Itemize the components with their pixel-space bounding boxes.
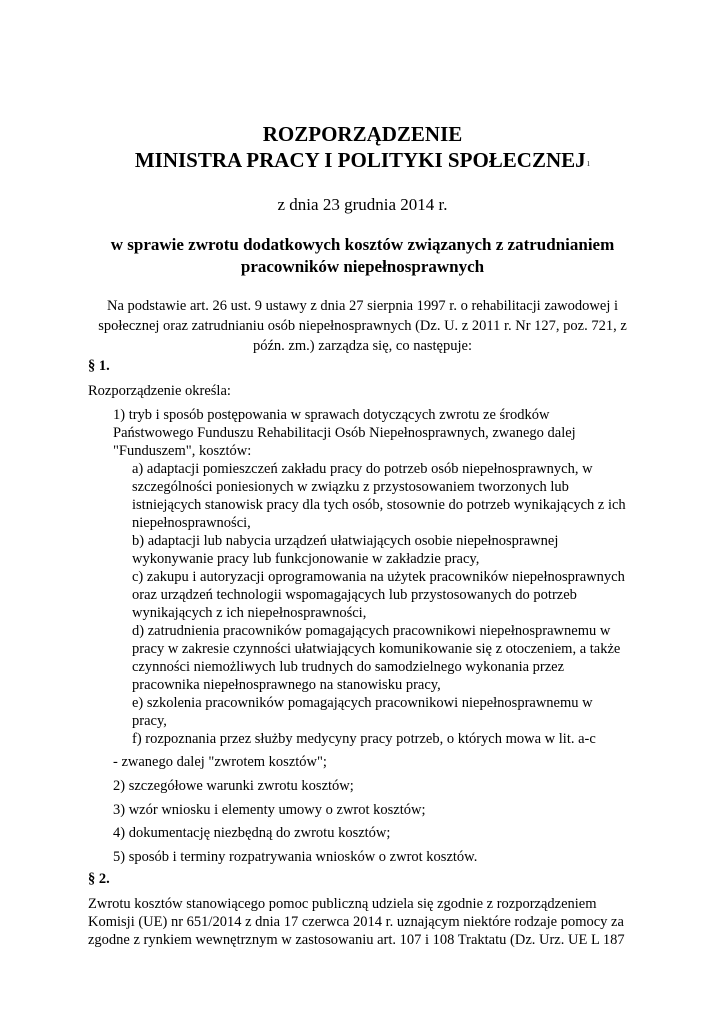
- item1c-line2: oraz urządzeń technologii wspomagających lub przystosowanych do potrzeb: [132, 587, 577, 603]
- intro-line3: późn. zm.) zarządza się, co następuje:: [252, 338, 472, 354]
- item1c-line1: c) zakupu i autoryzacji oprogramowania na użytek pracowników niepełnosprawnych: [132, 569, 625, 585]
- section2-line2: Komisji (UE) nr 651/2014 z dnia 17 czerwca 2014 r. uznającym niektóre rodzaje pomocy za: [88, 914, 624, 930]
- item5: 5) sposób i terminy rozpatrywania wniosków o zwrot kosztów.: [113, 849, 478, 865]
- document-title-line1: ROZPORZĄDZENIE: [262, 122, 463, 146]
- section2-line1: Zwrotu kosztów stanowiącego pomoc publiczną udziela się zgodnie z rozporządzeniem: [88, 896, 597, 912]
- item1-line2: Państwowego Funduszu Rehabilitacji Osób Niepełnosprawnych, zwanego dalej: [113, 425, 576, 441]
- item2: 2) szczegółowe warunki zwrotu kosztów;: [113, 778, 354, 794]
- item1a-line1: a) adaptacji pomieszczeń zakładu pracy do potrzeb osób niepełnosprawnych, w: [132, 461, 593, 477]
- item1d-line3: czynności niemożliwych lub trudnych do samodzielnego wykonania przez: [132, 659, 565, 675]
- item1e-line2: pracy,: [132, 713, 167, 729]
- item1f-line1: f) rozpoznania przez służby medycyny pracy potrzeb, o których mowa w lit. a-c: [132, 731, 596, 747]
- item1d-line2: pracy w zakresie czynności ułatwiających komunikowanie się z otoczeniem, a także: [132, 641, 621, 657]
- document-date: z dnia 23 grudnia 2014 r.: [277, 195, 448, 214]
- intro-line2: społecznej oraz zatrudnianiu osób niepełnosprawnych (Dz. U. z 2011 r. Nr 127, poz. 721, z: [98, 318, 627, 334]
- section1-tail: - zwanego dalej "zwrotem kosztów";: [113, 754, 327, 770]
- intro-paragraph: [86, 296, 639, 356]
- item1e-line1: e) szkolenia pracowników pomagających pracownikowi niepełnosprawnemu w: [132, 695, 593, 711]
- item1d-line4: pracownika niepełnosprawnego na stanowisku pracy,: [132, 677, 441, 693]
- document-title-text: MINISTRA PRACY I POLITYKI SPOŁECZNEJ: [134, 148, 586, 172]
- section2-heading: § 2.: [88, 871, 110, 887]
- item1a-line2: szczególności poniesionych w związku z przystosowaniem tworzonych lub: [132, 479, 569, 495]
- item3: 3) wzór wniosku i elementy umowy o zwrot kosztów;: [113, 802, 426, 818]
- document-title-line2: [0, 147, 725, 173]
- intro-line1: Na podstawie art. 26 ust. 9 ustawy z dnia 27 sierpnia 1997 r. o rehabilitacji zawodowej i: [107, 298, 618, 314]
- item1-line1: 1) tryb i sposób postępowania w sprawach dotyczących zwrotu ze środków: [113, 407, 550, 423]
- item1b-line1: b) adaptacji lub nabycia urządzeń ułatwiających osobie niepełnosprawnej: [132, 533, 559, 549]
- item1-line3: "Funduszem", kosztów:: [113, 443, 252, 459]
- section1-lead: Rozporządzenie określa:: [88, 383, 231, 399]
- section2-line3: zgodne z rynkiem wewnętrznym w zastosowaniu art. 107 i 108 Traktatu (Dz. Urz. UE L 187: [88, 932, 625, 948]
- item1a-line3: istniejących stanowisk pracy dla tych osób, stosownie do potrzeb wynikających z ich: [132, 497, 626, 513]
- document-subject: [80, 234, 645, 278]
- subject-line1: w sprawie zwrotu dodatkowych kosztów związanych z zatrudnianiem: [110, 235, 615, 254]
- subject-line2: pracowników niepełnosprawnych: [240, 257, 485, 276]
- item1b-line2: wykonywanie pracy lub funkcjonowanie w zakładzie pracy,: [132, 551, 480, 567]
- item1c-line3: wynikających z ich niepełnosprawności,: [132, 605, 367, 621]
- item4: 4) dokumentację niezbędną do zwrotu kosztów;: [113, 825, 391, 841]
- item1d-line1: d) zatrudnienia pracowników pomagających pracownikowi niepełnosprawnemu w: [132, 623, 611, 639]
- section1-heading: § 1.: [88, 358, 110, 374]
- item1a-line4: niepełnosprawności,: [132, 515, 251, 531]
- footnote-mark: 1: [586, 160, 591, 168]
